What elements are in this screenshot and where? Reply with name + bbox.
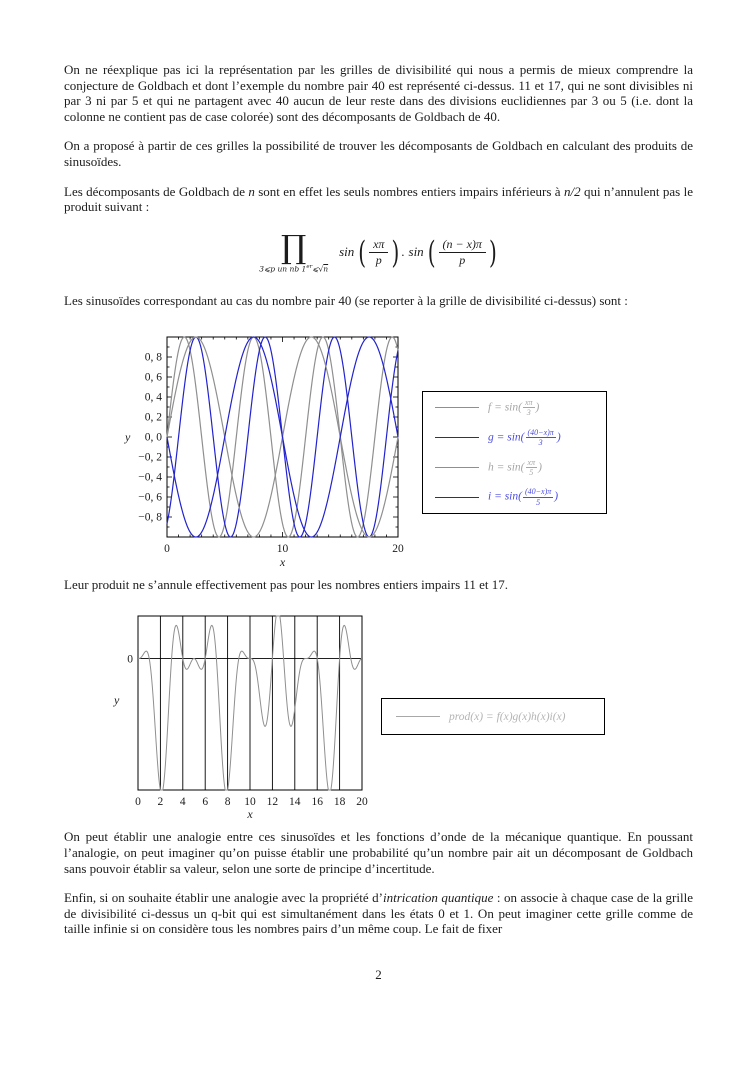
legend-item-h: [435, 453, 606, 481]
math-var-n: n: [248, 183, 255, 199]
x-tick-label: 2: [157, 796, 164, 809]
y-tick-label: −0, 2: [138, 451, 162, 464]
paragraph-intrication: [64, 890, 693, 937]
figure-product: [100, 608, 693, 823]
legend-label-g: g = sin( $\frac{(40-x)\pi}{3}$ ): [488, 427, 561, 447]
x-axis-label: x: [247, 807, 253, 822]
italic-intrication-quantique: intrication quantique: [383, 890, 494, 906]
fraction-x-pi-over-p: [369, 237, 388, 268]
paragraph-proposal: On a proposé à partir de ces grilles la possibilité de trouver les décomposants de Goldbach en calculant des produits de sinusoïdes.: [64, 138, 693, 169]
left-paren: (: [358, 233, 367, 271]
x-tick-label: 16: [311, 796, 323, 809]
x-tick-label: 0: [135, 796, 141, 809]
x-tick-label: 0: [164, 542, 170, 555]
product-chart: [100, 608, 375, 823]
sqrt-argument: n: [323, 264, 329, 274]
y-tick-label: −0, 8: [138, 511, 162, 524]
x-tick-label: 20: [392, 542, 404, 555]
legend-item-i: [435, 483, 606, 511]
fraction-denominator: p: [439, 252, 486, 268]
figure-sinusoids: [115, 329, 693, 569]
legend-line-sample-f: [435, 407, 479, 408]
sqrt-symbol: √: [318, 264, 324, 274]
product-symbol: ∏: [280, 227, 307, 266]
left-paren: (: [427, 233, 436, 271]
legend-line-sample-h: [435, 467, 479, 468]
fraction-numerator: xπ: [373, 236, 385, 251]
product-legend: [381, 698, 605, 735]
paragraph-intrication-text: Enfin, si on souhaite établir une analogie avec la propriété d’: [64, 890, 383, 906]
math-var-n-over-2: n/2: [563, 183, 581, 199]
paragraph-decomposants-text: sont en effet les seuls nombres entiers impairs inférieurs à: [254, 183, 564, 199]
paragraph-decomposants-text: qui n’annulent pas le produit suivant :: [64, 183, 693, 215]
paragraph-intrication-text: : on associe à chaque case de la grille de divisibilité ci-dessus un q-bit qui est simultanément dans les états 0 et 1. On peut imaginer cette grille comme de taille infinie si on considère tous les nombres pairs d’un même coup. Le fait de fixer: [64, 890, 693, 937]
y-tick-label: 0, 8: [144, 351, 162, 364]
right-paren: ): [391, 233, 400, 271]
x-tick-label: 6: [202, 796, 209, 809]
sinusoids-legend: [422, 391, 607, 514]
x-tick-label: 12: [266, 796, 279, 809]
y-tick-label: 0, 6: [144, 371, 162, 384]
product-formula: [64, 227, 693, 274]
sin-function: sin: [339, 244, 355, 259]
paragraph-decomposants: [64, 184, 693, 215]
legend-label-prod: prod(x) = f(x)g(x)h(x)i(x): [449, 710, 566, 723]
paragraph-analogie: On peut établir une analogie entre ces sinusoïdes et les fonctions d’onde de la mécanique quantique. En poussant l’analogie, on peut imaginer qu’on puisse établir une probabilité qu’un nombre pair ait un décomposant de Goldbach sans pouvoir établir sa valeur, selon une sorte de principe d’incertitude.: [64, 829, 693, 876]
paragraph-produit: Leur produit ne s’annule effectivement pas pour les nombres entiers impairs 11 et 17.: [64, 576, 509, 592]
x-tick-label: 4: [179, 796, 186, 809]
legend-label-f: f = sin( $\frac{x\pi}{3}$ ): [488, 397, 540, 418]
y-tick-label: 0, 0: [144, 431, 162, 444]
sin-function: sin: [408, 244, 424, 259]
right-paren: ): [488, 233, 497, 271]
sinusoids-chart: [115, 329, 410, 569]
y-tick-label: 0, 4: [144, 391, 162, 404]
legend-line-sample-prod: [396, 716, 440, 717]
product-subscript: [259, 264, 328, 274]
legend-label-h: h = sin( $\frac{x\pi}{5}$ ): [488, 457, 542, 477]
y-axis-label: y: [125, 429, 131, 444]
leq-symbol: ⩽: [312, 264, 319, 274]
vertical-grid-lines: [138, 616, 362, 790]
x-tick-label: 8: [224, 796, 231, 809]
fraction-n-minus-x-pi-over-p: [439, 237, 486, 268]
paragraph-sinusoides: Les sinusoïdes correspondant au cas du nombre pair 40 (se reporter à la grille de divisibilité ci-dessus) sont :: [64, 293, 628, 309]
y-tick-label: −0, 6: [138, 491, 162, 504]
legend-item-prod: [396, 703, 566, 731]
legend-line-sample-i: [435, 497, 479, 498]
x-axis-label: x: [279, 554, 286, 569]
paragraph-decomposants-text: Les décomposants de Goldbach de: [64, 183, 249, 199]
x-tick-label: 20: [356, 796, 368, 809]
multiplication-dot: .: [401, 244, 405, 259]
product-subscript-sup: er: [306, 263, 313, 270]
product-operator: [259, 227, 329, 274]
paragraph-intro: On ne réexplique pas ici la représentation par les grilles de divisibilité qui nous a permis de mieux comprendre la conjecture de Goldbach et dont l’exemple du nombre pair 40 est représenté ci-dessus. 11 et 17, qui ne sont divisibles ni par 3 ni par 5 et qui ne partagent avec 40 aucun de leur reste dans des divisions euclidiennes par 3 ou 5 (i.e. dont la colonne ne contient pas de case colorée) sont des décomposants de Goldbach de 40.: [64, 62, 693, 124]
x-tick-label: 18: [333, 796, 346, 809]
y-axis-label: y: [114, 693, 120, 708]
product-subscript-text: 3⩽p un nb 1: [259, 264, 307, 274]
x-tick-label: 10: [244, 796, 256, 809]
legend-item-f: [435, 394, 606, 422]
legend-label-i: i = sin( $\frac{(40-x)\pi}{5}$ ): [488, 487, 559, 507]
tick-labels: [124, 351, 404, 569]
legend-line-sample-g: [435, 437, 479, 438]
fraction-numerator: (n − x)π: [442, 236, 482, 251]
y-tick-label: 0, 2: [144, 411, 162, 424]
legend-item-g: [435, 423, 606, 451]
page-number: 2: [375, 967, 382, 982]
x-tick-label: 10: [276, 542, 289, 555]
fraction-denominator: p: [369, 252, 388, 268]
y-tick-label: −0, 4: [138, 471, 162, 484]
x-tick-label: 14: [289, 796, 301, 809]
y-zero-label: 0: [127, 653, 133, 666]
